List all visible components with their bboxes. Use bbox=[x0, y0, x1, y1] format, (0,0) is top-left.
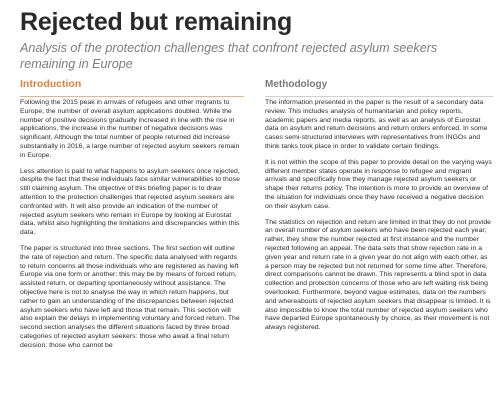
introduction-column bbox=[20, 78, 244, 358]
methodology-heading: Methodology bbox=[265, 79, 328, 90]
methodology-paragraph: The information presented in the paper is the result of a secondary data review. This includes analysis of humanitarian and policy reports, academic papers and media reports, as well as an analysis of Eurostat data on asylum and return decisions and return orders enforced. In some cases semi-structured interviews with representatives from INGOs and think tanks took place in order to validate certain findings. bbox=[265, 99, 488, 150]
introduction-paragraph: Less attention is paid to what happens to asylum seekers once rejected, despite the fact that these individuals face similar vulnerabilities to those still claiming asylum. The objective of this briefing paper is to draw attention to the protection challenges that rejected asylum seekers are confronted with. It will also provide an indication of the number of rejected asylum seekers who remain in Europe by looking at Eurostat data, whilst also highlighting the limitations and discrepancies within this data. bbox=[20, 167, 240, 237]
methodology-column bbox=[265, 78, 493, 340]
introduction-heading: Introduction bbox=[20, 78, 82, 90]
methodology-paragraph: It is not within the scope of this paper to provide detail on the varying ways different member states operate in response to refugee and migrant arrivals and specifically how they manage rejected asylum seekers or shape their returns policy. The intention is more to provide an overview of the situation for individuals once they have received a negative decision on their asylum case. bbox=[265, 158, 492, 210]
introduction-paragraph: The paper is structured into three sections. The first section will outline the rate of rejection and return. The specific data analysed with regards to return concerns all those individuals who are registered as having left Europe via one form or another: this may be by means of forced return, assisted return, or departing spontaneously without assistance. The objective here is not to analyse the way in which return happens, but rather to gain an understanding of the discrepancies between rejected asylum seekers who have left and those that remain. This section will also explain the delays in implementing voluntary and forced return. The second section analyses the different situations faced by three broad categories of rejected asylum seekers: those who await a final return decision; those who cannot be bbox=[20, 244, 240, 349]
page-title: Rejected but remaining bbox=[20, 8, 293, 36]
methodology-paragraph: The statistics on rejection and return are limited in that they do not provide an overall number of asylum seekers who have been rejected each year; rather, they show the number rejected at first instance and the number rejected following an appeal. The data sets that show rejection rate in a given year and return rate in a given year do not align with each other, as a person may be rejected but not returned for some time after. Therefore, direct comparisons cannot be drawn. This represents a blind spot in data collection and protection concerns of those who are left waiting risk being overlooked. Furthermore, beyond vague estimates, data on the numbers and whereabouts of rejected asylum seekers that disappear is limited. It is also impossible to know the total number of rejected asylum seekers who have departed Europe spontaneously by choice, as their movement is not always registered. bbox=[265, 218, 492, 332]
introduction-paragraph: Following the 2015 peak in arrivals of refugees and other migrants to Europe, the number of overall asylum applications doubled. While the number of positive decisions gradually increased in line with the rise in applications, the increase in the number of negative decisions was significant. Although the total number of people returned did increase substantially in 2016, a large number of rejected asylum seekers remain in Europe. bbox=[20, 99, 240, 159]
page-subtitle: Analysis of the protection challenges that confront rejected asylum seekers remaining in Europe bbox=[20, 41, 438, 71]
